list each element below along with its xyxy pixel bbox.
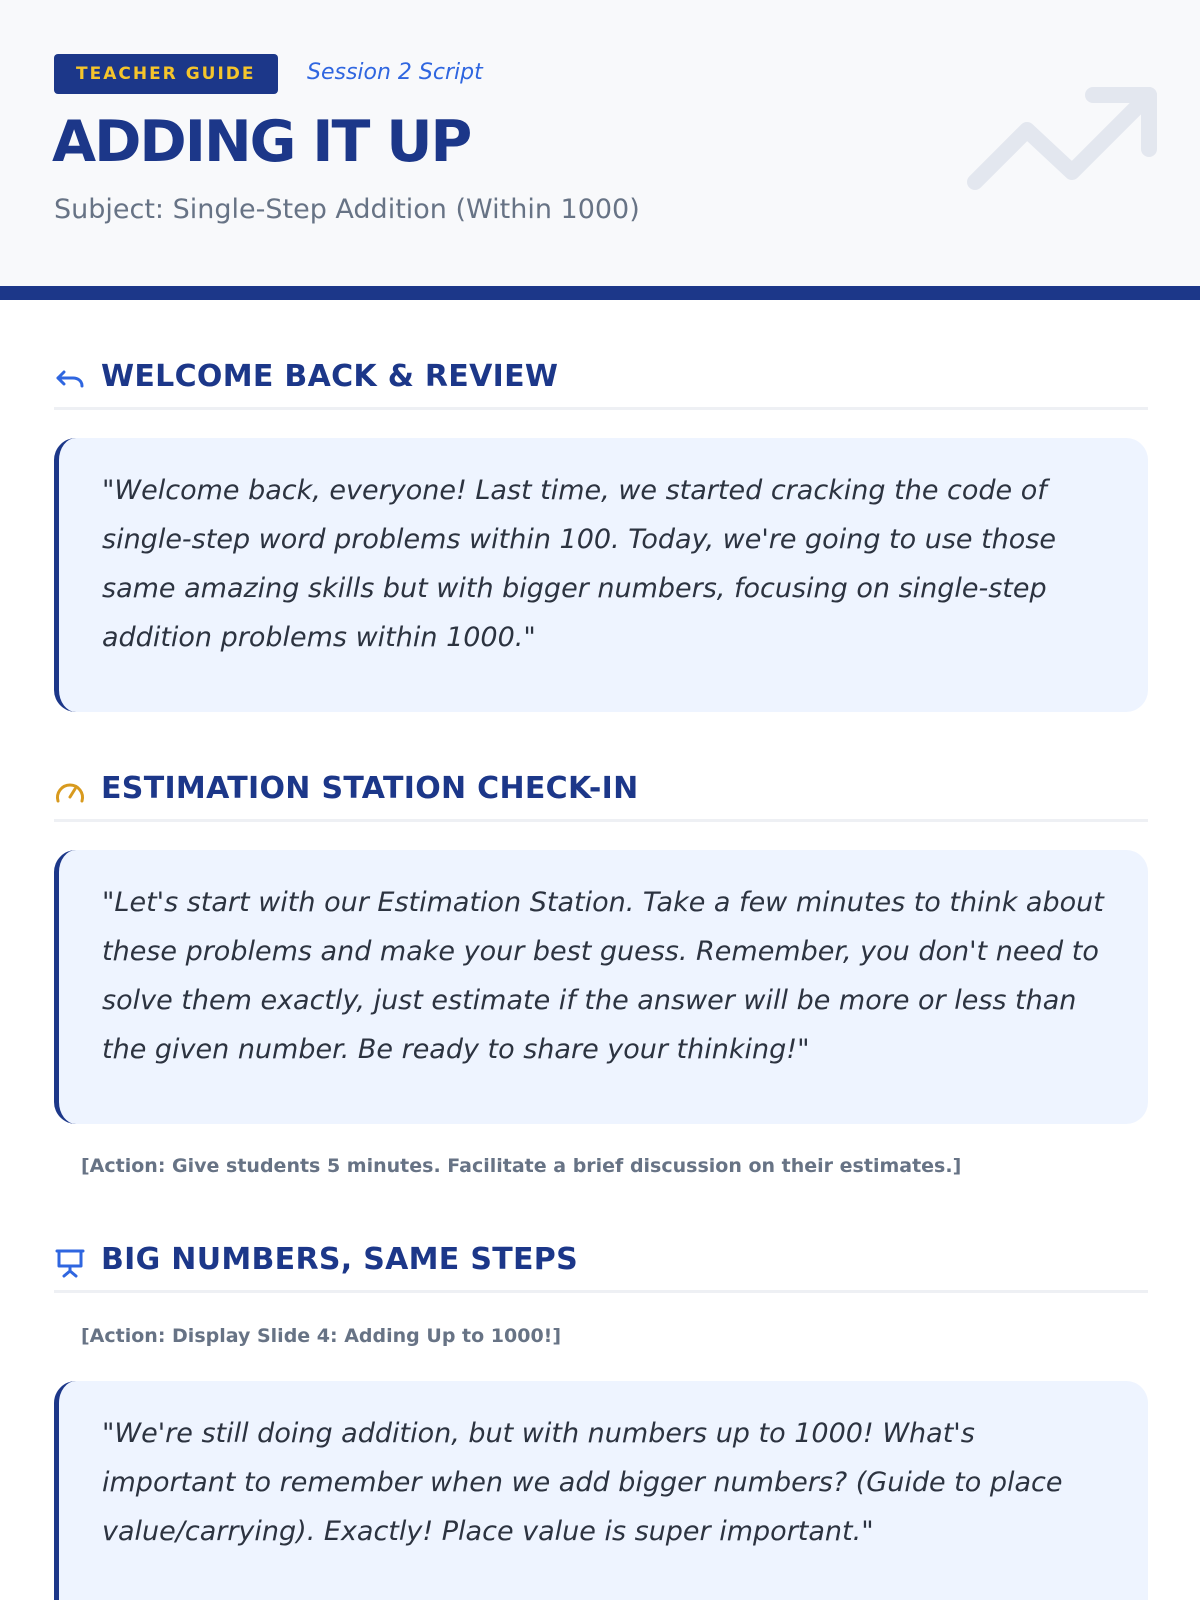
script-quote-text: "We're still doing addition, but with numbers up to 1000! What's important to remember when we add bigger numbers? (Guide to place value/carrying). Exactly! Place value is super important." bbox=[102, 1418, 1063, 1547]
script-quote-estimation bbox=[54, 850, 1148, 1124]
teacher-guide-badge: TEACHER GUIDE bbox=[54, 54, 278, 94]
header bbox=[0, 0, 1200, 300]
section-heading-label: ESTIMATION STATION CHECK-IN bbox=[101, 771, 639, 806]
script-quote-text: "Let's start with our Estimation Station. Take a few minutes to think about these problems and make your best guess. Remember, you don't need to solve them exactly, just estimate if the answer will be more or less than the given number. Be ready to share your thinking!" bbox=[102, 887, 1104, 1065]
trending-up-icon bbox=[965, 78, 1171, 194]
undo-arrow-icon bbox=[54, 363, 86, 395]
script-quote-big-numbers bbox=[54, 1381, 1148, 1600]
section-heading-estimation-station bbox=[54, 763, 1148, 822]
gauge-icon bbox=[54, 775, 86, 807]
session-label: Session 2 Script bbox=[307, 60, 483, 85]
action-note-estimation: [Action: Give students 5 minutes. Facilitate a brief discussion on their estimates.] bbox=[81, 1155, 962, 1177]
script-quote-welcome bbox=[54, 438, 1148, 712]
section-heading-welcome-back bbox=[54, 351, 1148, 410]
presentation-board-icon bbox=[54, 1246, 86, 1278]
action-note-slide: [Action: Display Slide 4: Adding Up to 1000!] bbox=[81, 1325, 562, 1347]
section-heading-label: BIG NUMBERS, SAME STEPS bbox=[101, 1242, 578, 1277]
section-heading-label: WELCOME BACK & REVIEW bbox=[101, 359, 559, 394]
page-title: ADDING IT UP bbox=[52, 109, 471, 175]
script-quote-text: "Welcome back, everyone! Last time, we started cracking the code of single-step word problems within 100. Today, we're going to use those same amazing skills but with bigger numbers, focusing on single-step addition problems within 1000." bbox=[102, 475, 1056, 653]
section-heading-big-numbers bbox=[54, 1234, 1148, 1293]
page-subtitle: Subject: Single-Step Addition (Within 1000) bbox=[54, 194, 640, 225]
